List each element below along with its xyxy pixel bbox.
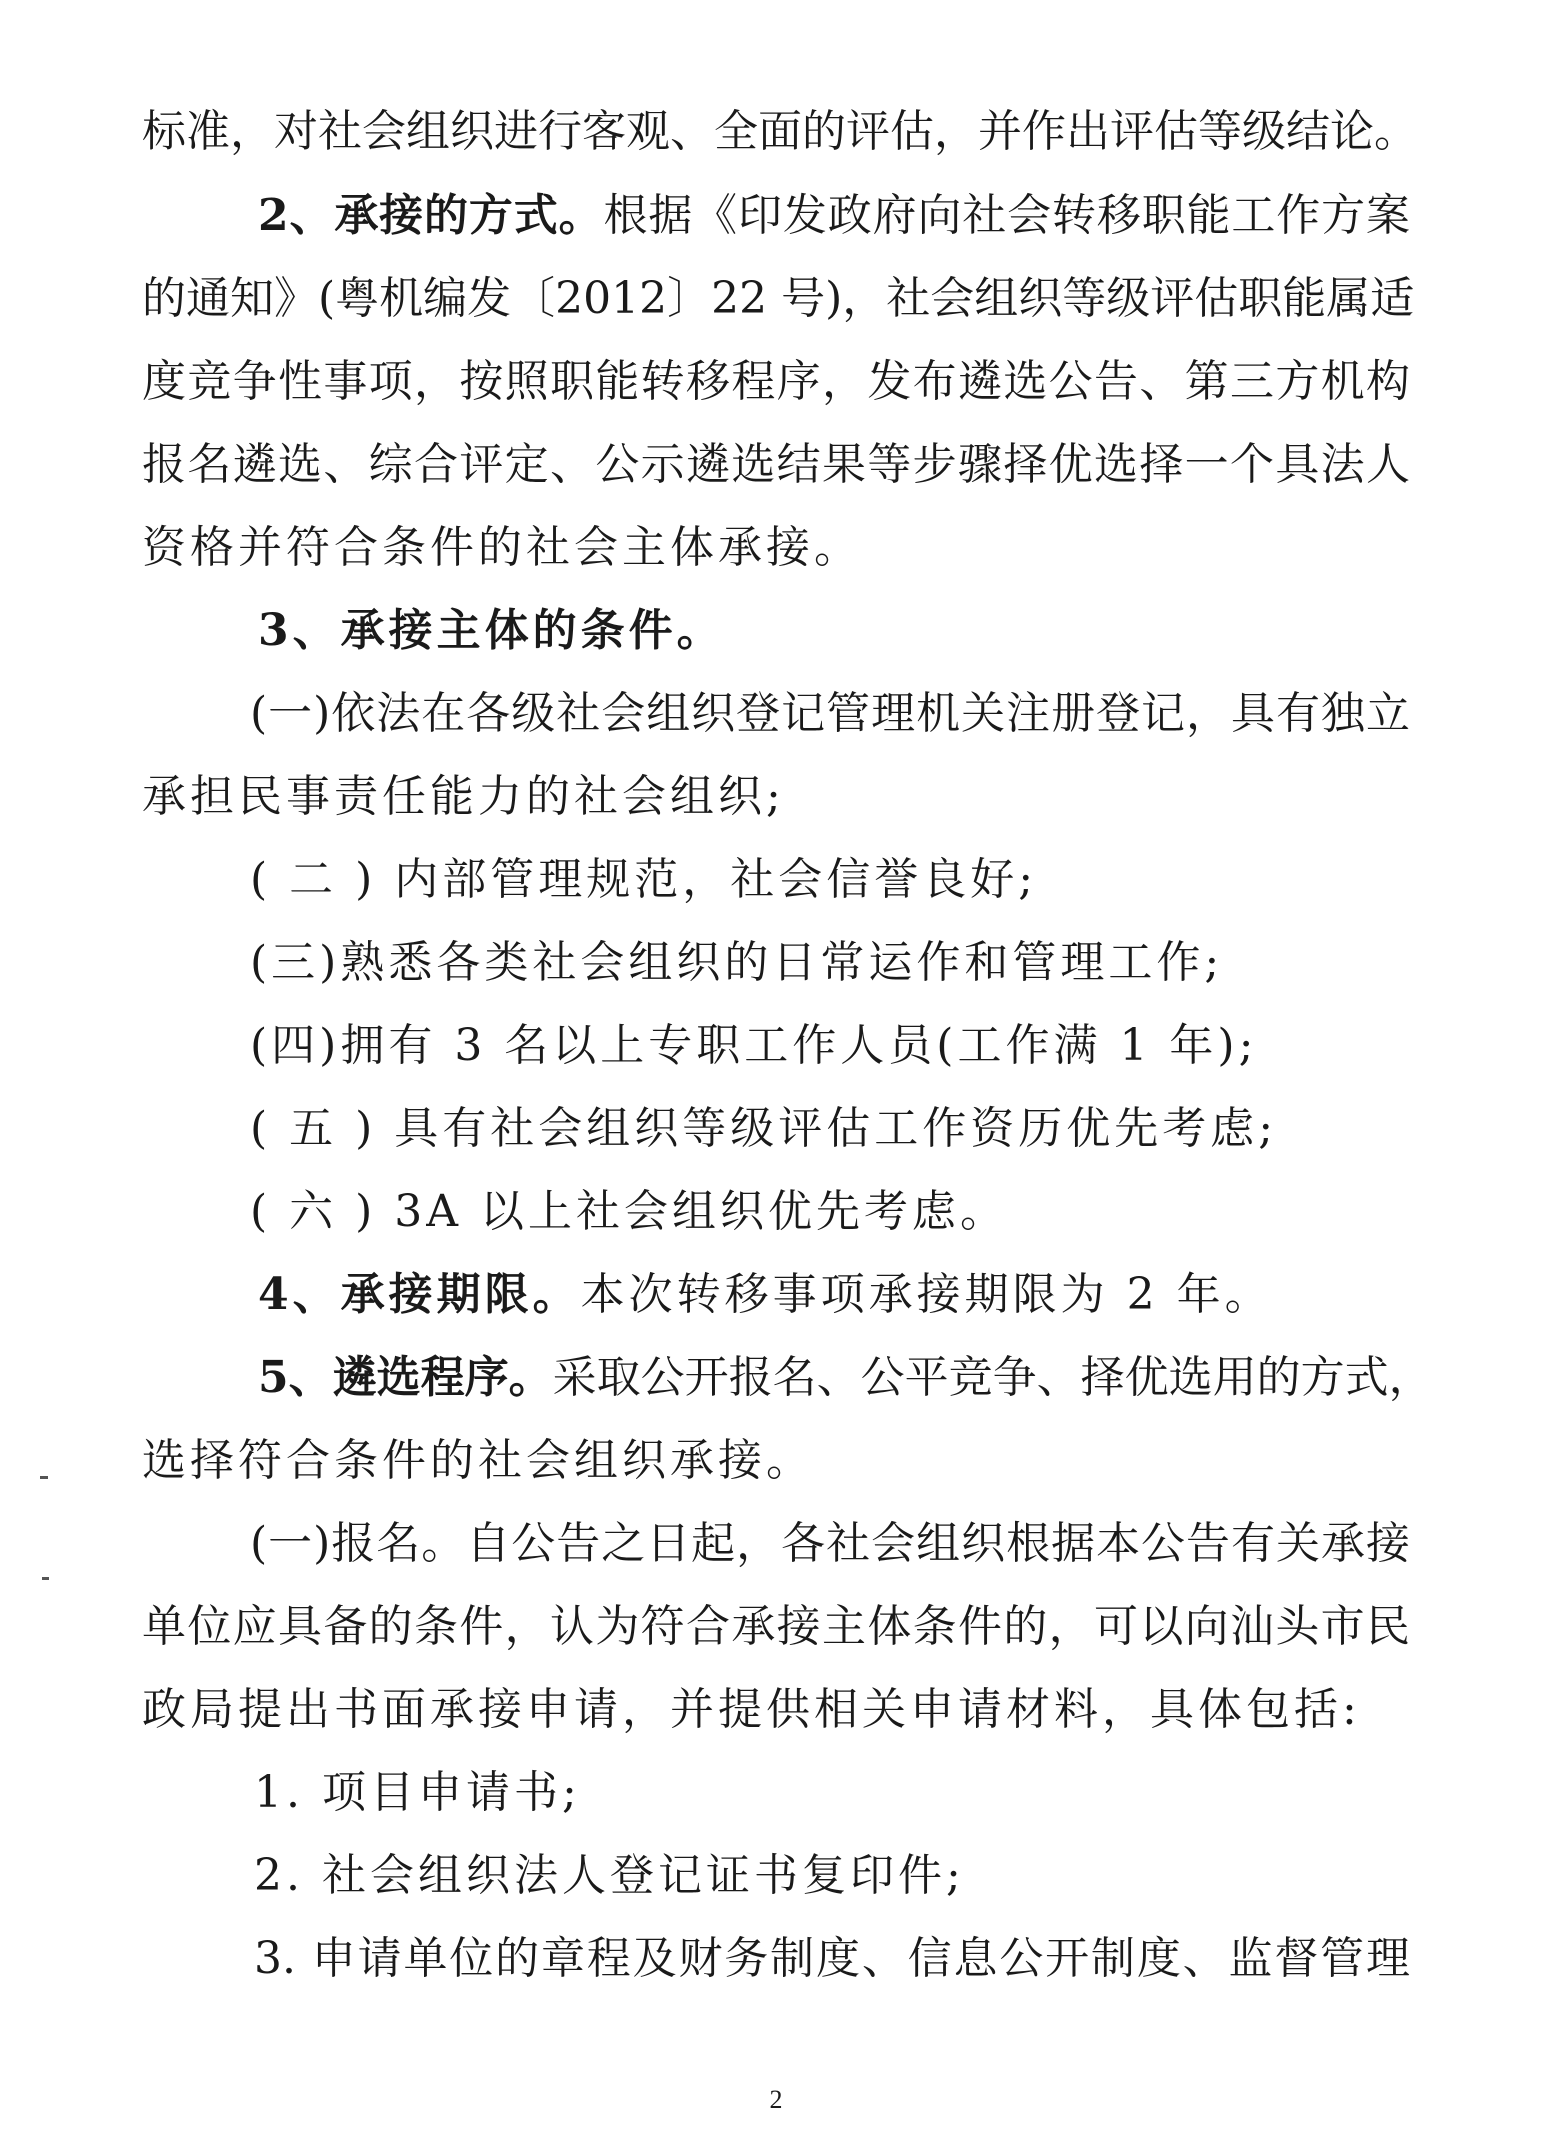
registration-line: 政局提出书面承接申请，并提供相关申请材料，具体包括: — [142, 1684, 1361, 1735]
section-3-heading: 3、承接主体的条件。 — [258, 605, 725, 656]
condition-2: ( 二 ) 内部管理规范，社会信誉良好; — [250, 854, 1038, 905]
condition-1-line: (一)依法在各级社会组织登记管理机关注册登记，具有独立 — [250, 688, 1410, 739]
section-2-line — [258, 188, 1410, 244]
condition-3: (三)熟悉各类社会组织的日常运作和管理工作; — [250, 937, 1224, 988]
paragraph-line: 的通知》(粤机编发〔2012〕22 号)，社会组织等级评估职能属适 — [142, 273, 1415, 324]
scan-mark — [40, 1476, 48, 1479]
condition-4: (四)拥有 3 名以上专职工作人员(工作满 1 年); — [250, 1020, 1258, 1071]
section-5-text: 采取公开报名、公平竞争、择优选用的方式， — [552, 1352, 1433, 1403]
section-4-heading: 4、承接期限。 — [258, 1269, 581, 1320]
condition-6: ( 六 ) 3A 以上社会组织优先考虑。 — [250, 1186, 1009, 1237]
registration-line: 单位应具备的条件，认为符合承接主体条件的，可以向汕头市民 — [142, 1601, 1410, 1652]
section-2-text: 根据《印发政府向社会转移职能工作方案 — [603, 190, 1411, 241]
condition-5: ( 五 ) 具有社会组织等级评估工作资历优先考虑; — [250, 1103, 1278, 1154]
scan-mark — [42, 1577, 49, 1580]
section-4-text: 本次转移事项承接期限为 2 年。 — [580, 1269, 1273, 1320]
section-4-line — [258, 1267, 1410, 1323]
paragraph-line: 度竞争性事项，按照职能转移程序，发布遴选公告、第三方机构 — [142, 356, 1410, 407]
page-number: 2 — [769, 2085, 783, 2114]
paragraph-line: 报名遴选、综合评定、公示遴选结果等步骤择优选择一个具法人 — [142, 439, 1410, 490]
section-5-line — [258, 1350, 1433, 1406]
material-item-3: 3. 申请单位的章程及财务制度、信息公开制度、监督管理 — [254, 1933, 1410, 1984]
paragraph-line: 资格并符合条件的社会主体承接。 — [142, 522, 862, 573]
registration-line: (一)报名。自公告之日起，各社会组织根据本公告有关承接 — [250, 1518, 1410, 1569]
paragraph-line: 标准，对社会组织进行客观、全面的评估，并作出评估等级结论。 — [142, 106, 1418, 157]
paragraph-line: 选择符合条件的社会组织承接。 — [142, 1435, 814, 1486]
section-2-heading: 2、承接的方式。 — [258, 190, 604, 241]
material-item-1: 1. 项目申请书; — [254, 1767, 581, 1818]
material-item-2: 2. 社会组织法人登记证书复印件; — [254, 1850, 965, 1901]
section-5-heading: 5、遴选程序。 — [258, 1352, 553, 1403]
condition-1-line: 承担民事责任能力的社会组织; — [142, 771, 785, 822]
